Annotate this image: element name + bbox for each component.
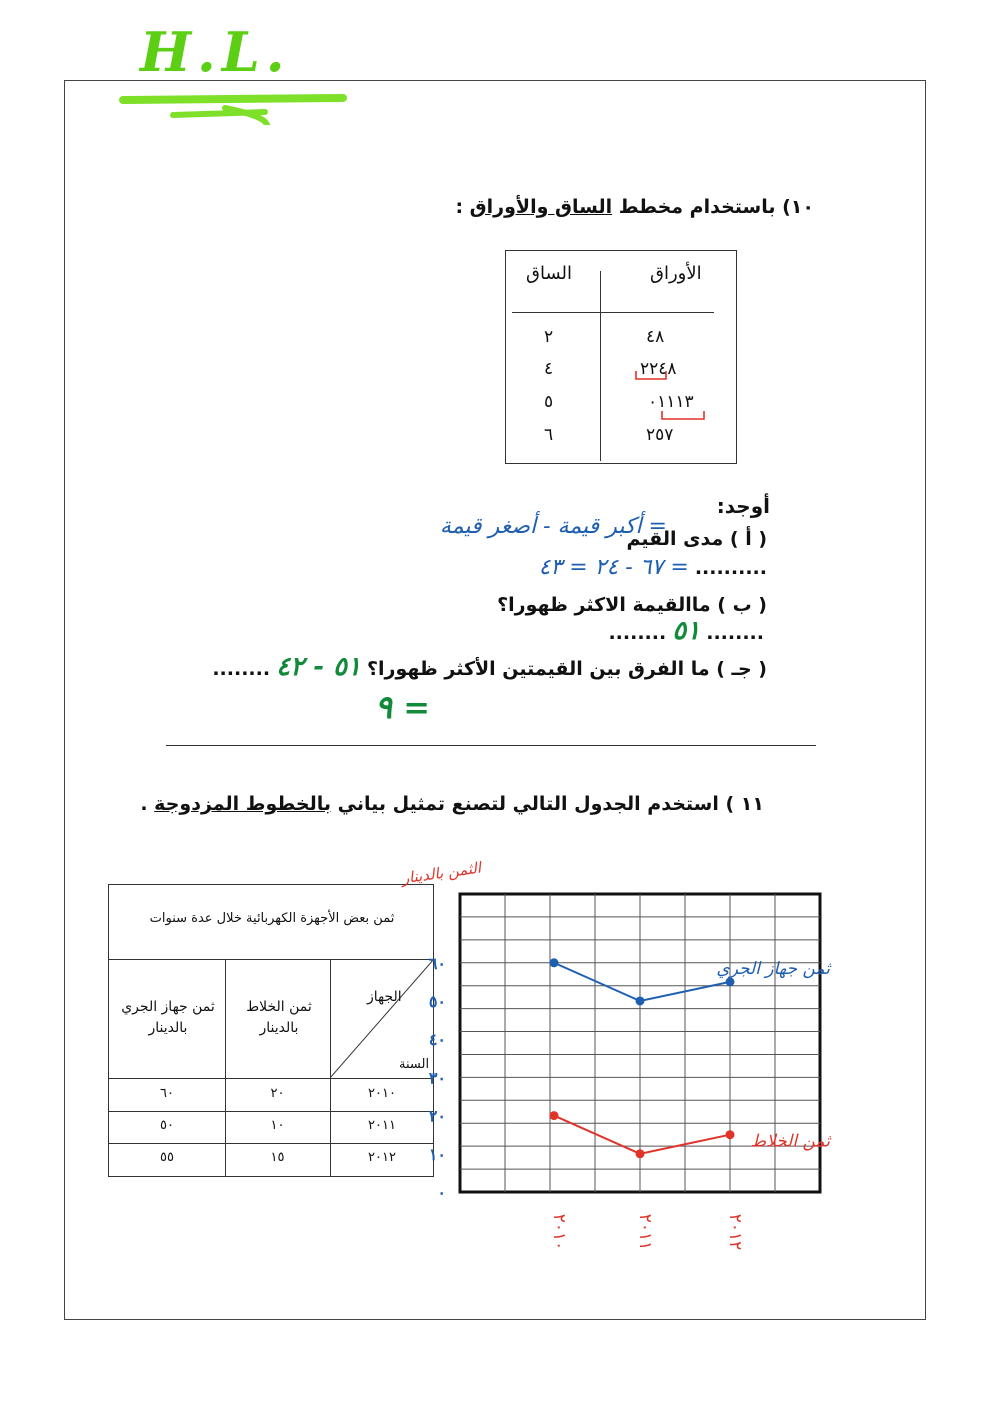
double-line-graph (380, 850, 940, 1290)
cell-year: ٢٠١٢ (368, 1150, 396, 1165)
q10-c-result: = ٩ (374, 688, 430, 726)
x-tick-label: ٢٠١٠ (549, 1213, 569, 1251)
q10-title (455, 196, 814, 218)
series-line (554, 963, 730, 1001)
q11-title (140, 793, 764, 815)
data-point (726, 1130, 735, 1139)
q10-b-dots-right: ........ (706, 622, 764, 644)
q10-colon: : (455, 196, 464, 218)
cell-dryer: ٦٠ (160, 1086, 174, 1101)
q10-a-dots: .......... (694, 557, 767, 579)
stem-cell: ٦ (544, 425, 554, 445)
y-tick-label: ٤٠ (428, 1030, 446, 1050)
q10-c-label: ( جـ ) ما الفرق بين القيمتين الأكثر ظهورا؟ (366, 658, 767, 680)
q10-b-answer-row (608, 616, 764, 646)
series-label: ثمن الخلاط (750, 1131, 830, 1152)
col-year: السنة (399, 1057, 430, 1072)
q11-number: ١١ ) (725, 793, 764, 815)
y-tick-label: ٣٠ (428, 1068, 446, 1088)
y-tick-label: ٢٠ (428, 1106, 446, 1126)
cell-mixer: ١٠ (270, 1118, 285, 1133)
y-tick-label: ٥٠ (428, 991, 446, 1011)
q11-underlined: بالخطوط المزدوجة (154, 793, 332, 815)
data-point (550, 1111, 559, 1120)
section-divider (166, 745, 816, 746)
leaf-cell: ٠١١١٣ (648, 392, 694, 412)
q10-a-label: ( أ ) مدى القيم (626, 528, 767, 550)
x-tick-label: ٢٠١١ (635, 1213, 655, 1251)
cell-mixer: ٢٠ (270, 1086, 285, 1101)
q10-number: ١٠) (782, 196, 814, 218)
y-tick-label: ٦٠ (428, 953, 446, 973)
stem-leaf-plot (505, 250, 737, 464)
hl-text: H.L. (140, 20, 291, 84)
y-tick-label: ١٠ (428, 1144, 446, 1164)
stem-cell: ٤ (544, 359, 554, 379)
leaves-header: الأوراق (650, 263, 702, 284)
y-axis-label: الثمن بالدينار (400, 858, 483, 888)
q10-b-label: ( ب ) ماالقيمة الاكثر ظهورا؟ (497, 594, 767, 616)
q10-b-dots-left: ........ (608, 622, 667, 644)
q10-c-row (212, 652, 767, 682)
col-dryer: ثمن جهاز الجري بالدينار (121, 999, 215, 1036)
leaf-cell: ٤٨ (646, 327, 665, 347)
leaf-cell: ٢٢٤٨ (640, 359, 677, 379)
series-line (554, 1116, 730, 1154)
q10-a-answer-row (539, 555, 767, 580)
cell-mixer: ١٥ (270, 1150, 285, 1165)
table-title: ثمن بعض الأجهزة الكهربائية خلال عدة سنوات (149, 911, 395, 926)
cell-dryer: ٥٠ (160, 1118, 174, 1133)
data-point (550, 958, 559, 967)
q10-a-answer: = ٦٧ - ٢٤ = ٤٣ (538, 555, 689, 580)
table-vline (225, 959, 226, 1176)
data-point (636, 996, 645, 1005)
q10-c-dots: ........ (212, 658, 271, 680)
data-point (636, 1149, 645, 1158)
y-tick-label: ٠ (437, 1183, 446, 1202)
find-label: أوجد: (716, 494, 770, 518)
cell-year: ٢٠١٠ (368, 1086, 396, 1101)
q10-underlined: الساق والأوراق (469, 196, 613, 218)
stem-cell: ٥ (544, 392, 554, 412)
col-device: الجهاز (367, 989, 402, 1005)
stem-header: الساق (526, 263, 572, 284)
stem-cell: ٢ (544, 327, 554, 347)
leaf-cell: ٢٥٧ (646, 425, 674, 445)
q10-c-answer: ٥١ - ٤٢ (276, 652, 361, 682)
series-label: ثمن جهاز الجري (716, 958, 830, 979)
q10-b-answer: ٥١ (672, 616, 701, 646)
col-mixer: ثمن الخلاط بالدينار (246, 999, 312, 1036)
cell-dryer: ٥٥ (160, 1150, 174, 1165)
q10-a-note: = أكبر قيمة - أصغر قيمة (439, 514, 667, 539)
mode-bracket-marks (506, 251, 738, 465)
q11-period: . (140, 793, 148, 815)
x-tick-label: ٢٠١٢ (725, 1213, 745, 1251)
q11-text: استخدم الجدول التالي لتصنع تمثيل بياني (337, 793, 719, 815)
q10-text: باستخدام مخطط (618, 196, 776, 218)
cell-year: ٢٠١١ (368, 1118, 396, 1133)
